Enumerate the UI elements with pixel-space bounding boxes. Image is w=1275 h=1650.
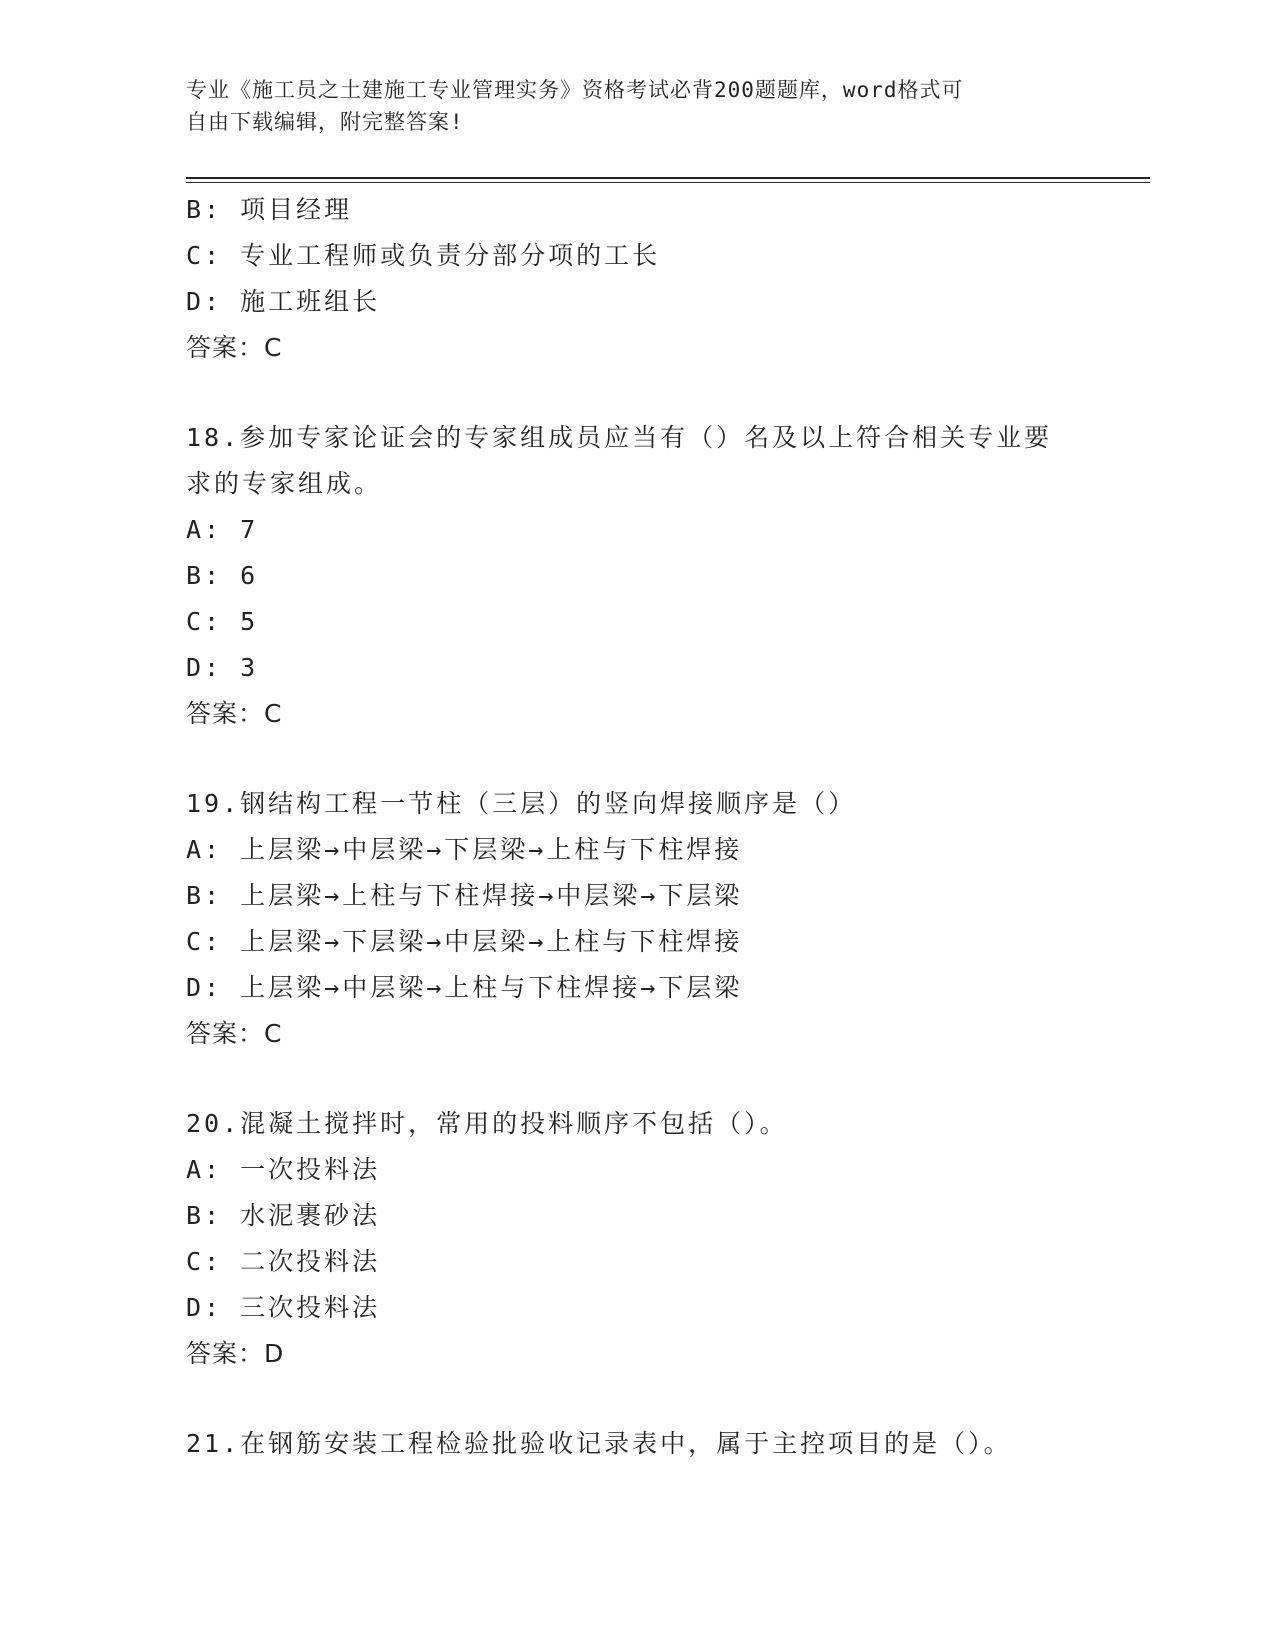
document-header	[186, 74, 1066, 138]
question-20	[186, 1101, 1086, 1377]
question-stem: 20.混凝土搅拌时，常用的投料顺序不包括（）。	[186, 1109, 788, 1138]
question-21	[186, 1421, 1086, 1467]
option-d: D: 上层梁→中层梁→上柱与下柱焊接→下层梁	[186, 973, 743, 1002]
option-b: B: 项目经理	[186, 195, 353, 224]
question-stem: 21.在钢筋安装工程检验批验收记录表中，属于主控项目的是（）。	[186, 1429, 1012, 1458]
option-c: C: 上层梁→下层梁→中层梁→上柱与下柱焊接	[186, 927, 743, 956]
question-stem: 18.参加专家论证会的专家组成员应当有（）名及以上符合相关专业要	[186, 423, 1053, 452]
option-a: A: 上层梁→中层梁→下层梁→上柱与下柱焊接	[186, 835, 743, 864]
spacer	[186, 1057, 1086, 1101]
header-divider-thick	[186, 177, 1150, 179]
header-divider-thin	[186, 182, 1150, 183]
header-line-1: 专业《施工员之土建施工专业管理实务》资格考试必背200题题库，word格式可	[186, 78, 964, 102]
question-17	[186, 187, 1086, 371]
answer: 答案：C	[186, 699, 283, 728]
option-d: D: 施工班组长	[186, 287, 381, 316]
spacer	[186, 371, 1086, 415]
question-stem: 19.钢结构工程一节柱（三层）的竖向焊接顺序是（）	[186, 789, 857, 818]
option-d: D: 3	[186, 653, 259, 682]
answer: 答案：C	[186, 333, 283, 362]
question-19	[186, 781, 1086, 1057]
option-c: C: 专业工程师或负责分部分项的工长	[186, 241, 661, 270]
answer: 答案：C	[186, 1019, 283, 1048]
option-a: A: 一次投料法	[186, 1155, 381, 1184]
option-d: D: 三次投料法	[186, 1293, 381, 1322]
question-18	[186, 415, 1086, 737]
question-stem-continued: 求的专家组成。	[186, 469, 383, 498]
header-line-2: 自由下载编辑，附完整答案!	[186, 110, 464, 134]
option-c: C: 5	[186, 607, 259, 636]
option-b: B: 上层梁→上柱与下柱焊接→中层梁→下层梁	[186, 881, 743, 910]
option-a: A: 7	[186, 515, 259, 544]
option-b: B: 水泥裹砂法	[186, 1201, 381, 1230]
option-c: C: 二次投料法	[186, 1247, 381, 1276]
answer: 答案：D	[186, 1339, 285, 1368]
spacer	[186, 737, 1086, 781]
spacer	[186, 1377, 1086, 1421]
option-b: B: 6	[186, 561, 259, 590]
question-list	[186, 187, 1086, 1467]
